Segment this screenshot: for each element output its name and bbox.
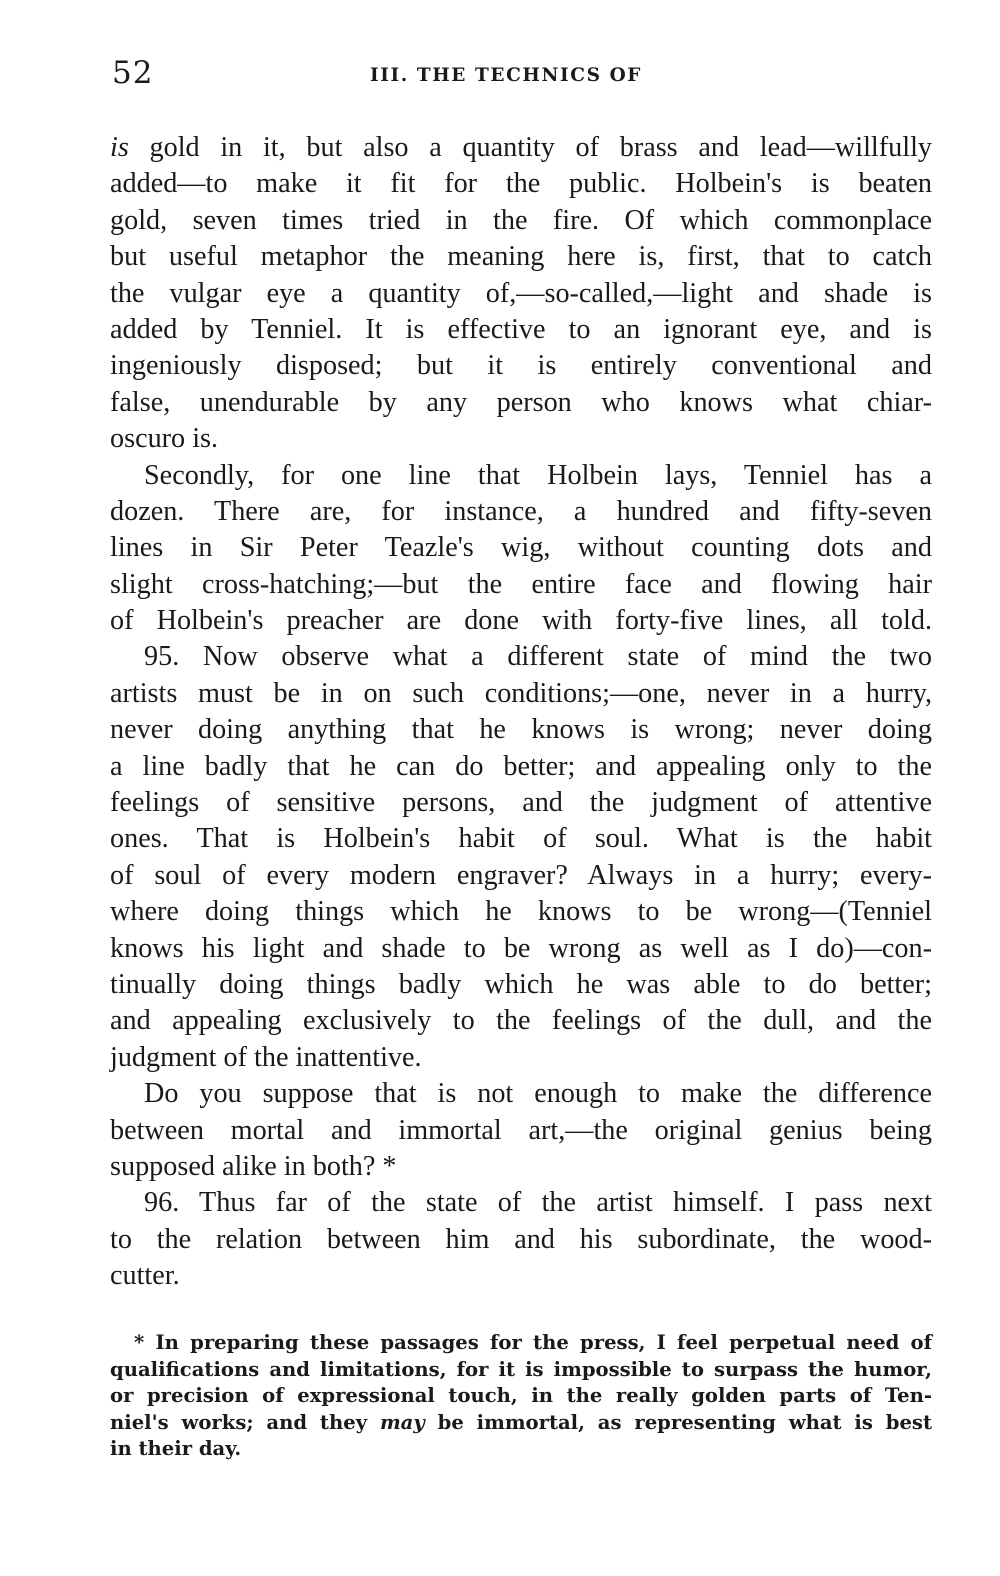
text-line: gold, seven times tried in the fire. Of which commonplace bbox=[110, 204, 932, 236]
text-line: cutter. bbox=[110, 1260, 180, 1292]
footnote bbox=[110, 1330, 932, 1463]
footnote-line: niel's works; and they may be immortal, as representing what is best bbox=[110, 1410, 932, 1434]
text-line: to the relation between him and his subordinate, the wood- bbox=[110, 1223, 932, 1255]
text-line: slight cross-hatching;—but the entire face and flowing hair bbox=[110, 568, 932, 600]
text-line: but useful metaphor the meaning here is, first, that to catch bbox=[110, 241, 932, 273]
footnote-line: qualifications and limitations, for it is impossible to surpass the humor, bbox=[110, 1357, 932, 1381]
text-line: added by Tenniel. It is effective to an ignorant eye, and is bbox=[110, 313, 932, 345]
text-line: where doing things which he knows to be wrong—(Tenniel bbox=[110, 896, 932, 928]
body-text bbox=[110, 130, 932, 1295]
text-line: artists must be in on such conditions;—one, never in a hurry, bbox=[110, 677, 932, 709]
page-number: 52 bbox=[112, 55, 154, 91]
text-line: ingeniously disposed; but it is entirely conventional and bbox=[110, 350, 932, 382]
text-line: of Holbein's preacher are done with forty-five lines, all told. bbox=[110, 605, 932, 637]
text-line: of soul of every modern engraver? Always in a hurry; every- bbox=[110, 859, 932, 891]
footnote-line: in their day. bbox=[110, 1437, 242, 1460]
text-line: ones. That is Holbein's habit of soul. What is the habit bbox=[110, 823, 932, 855]
text-line: the vulgar eye a quantity of,—so-called,—light and shade is bbox=[110, 277, 932, 309]
text-line: tinually doing things badly which he was able to do better; bbox=[110, 968, 932, 1000]
italic-word: is bbox=[110, 132, 129, 163]
text-line: oscuro is. bbox=[110, 423, 219, 455]
footnote-line: or precision of expressional touch, in the really golden parts of Ten- bbox=[110, 1384, 932, 1407]
text-line: never doing anything that he knows is wrong; never doing bbox=[110, 714, 932, 746]
footnote-line: * In preparing these passages for the press, I feel perpetual need of bbox=[134, 1331, 932, 1354]
text-line: false, unendurable by any person who knows what chiar- bbox=[110, 386, 932, 418]
text-line: dozen. There are, for instance, a hundred and fifty-seven bbox=[110, 495, 932, 527]
paragraph-start-line: Secondly, for one line that Holbein lays, Tenniel has a bbox=[144, 459, 932, 491]
running-head: III. THE TECHNICS OF bbox=[370, 65, 643, 86]
text-line: a line badly that he can do better; and appealing only to the bbox=[110, 750, 932, 782]
text-line: between mortal and immortal art,—the original genius being bbox=[110, 1114, 932, 1146]
text-line: supposed alike in both? * bbox=[110, 1150, 397, 1182]
paragraph-start-line: 95. Now observe what a different state of mind the two bbox=[144, 641, 932, 673]
italic-word: may bbox=[379, 1410, 425, 1434]
text-line: is gold in it, but also a quantity of brass and lead—willfully bbox=[110, 132, 932, 163]
paragraph-start-line: Do you suppose that is not enough to make the difference bbox=[144, 1078, 932, 1110]
text-line: and appealing exclusively to the feelings of the dull, and the bbox=[110, 1005, 932, 1037]
text-line: feelings of sensitive persons, and the judgment of attentive bbox=[110, 787, 932, 819]
paragraph-start-line: 96. Thus far of the state of the artist himself. I pass next bbox=[144, 1187, 932, 1219]
text-line: knows his light and shade to be wrong as well as I do)—con- bbox=[110, 932, 932, 964]
text-line: judgment of the inattentive. bbox=[110, 1041, 422, 1073]
text-line: lines in Sir Peter Teazle's wig, without counting dots and bbox=[110, 532, 932, 564]
text-line: added—to make it fit for the public. Holbein's is beaten bbox=[110, 168, 932, 200]
